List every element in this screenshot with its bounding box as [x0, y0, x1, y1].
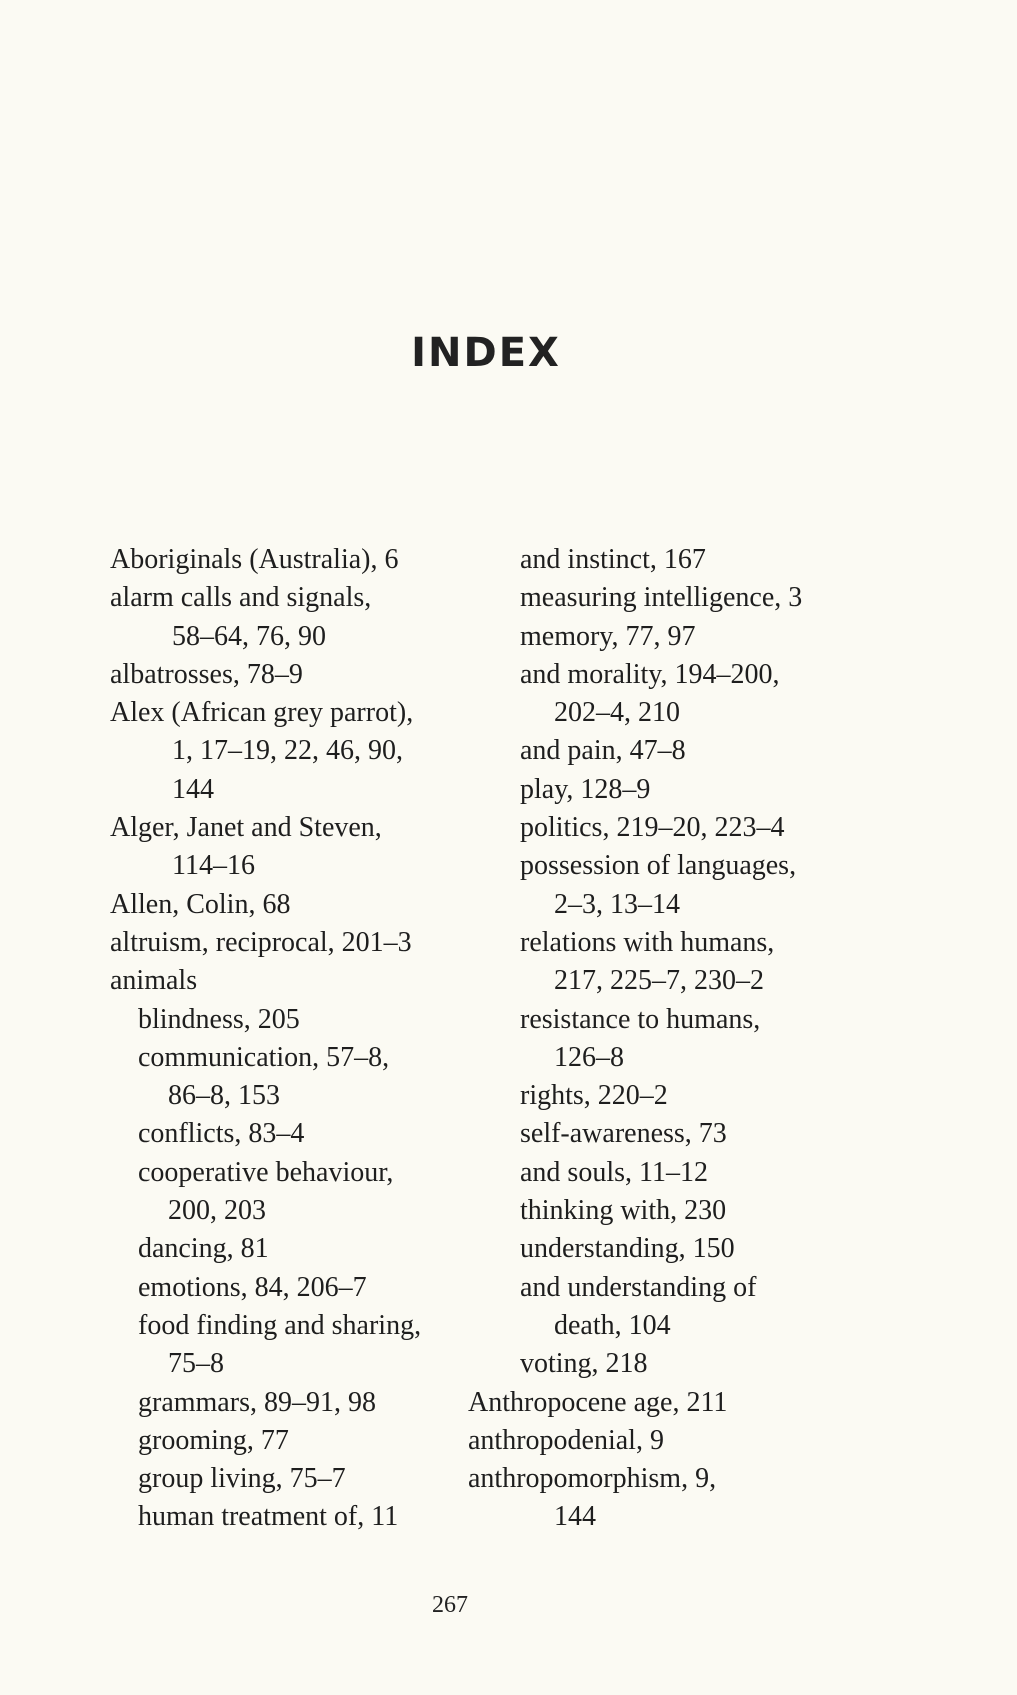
index-entry-heading: group living, 75–7: [138, 1463, 346, 1495]
index-entry-heading: anthropomorphism, 9,: [468, 1463, 717, 1495]
index-entry: [468, 1422, 940, 1460]
index-entry: [520, 847, 940, 924]
index-entry: [110, 809, 530, 886]
index-entry-heading: and pain, 47–8: [520, 735, 686, 767]
index-entry-heading: Allen, Colin, 68: [110, 888, 291, 920]
page-number: 267: [432, 1592, 468, 1618]
index-entry-heading: memory, 77, 97: [520, 620, 696, 652]
index-entry: [520, 656, 940, 733]
index-entry-heading: thinking with, 230: [520, 1195, 727, 1227]
index-column-left: [110, 541, 530, 1537]
index-entry-heading: emotions, 84, 206–7: [138, 1271, 367, 1303]
index-entry-heading: human treatment of, 11: [138, 1501, 399, 1533]
index-entry: [520, 579, 940, 617]
index-entry: [520, 809, 940, 847]
index-entry: [110, 1498, 530, 1536]
index-entry: [110, 1154, 530, 1231]
index-entry: [520, 1115, 940, 1153]
index-entry-heading: understanding, 150: [520, 1233, 735, 1265]
index-entry-continuation: 114–16: [172, 850, 255, 882]
index-entry-continuation: 1, 17–19, 22, 46, 90,: [172, 735, 403, 767]
index-entry: [520, 924, 940, 1001]
index-entry-continuation: 75–8: [168, 1348, 224, 1380]
index-entry: [520, 732, 940, 770]
index-entry: [110, 1039, 530, 1116]
index-entry-heading: Alex (African grey parrot),: [110, 697, 414, 729]
index-entry: [110, 1460, 530, 1498]
index-entry-heading: anthropodenial, 9: [468, 1424, 664, 1456]
index-entry-continuation: 86–8, 153: [168, 1080, 280, 1112]
index-entry-heading: conflicts, 83–4: [138, 1118, 305, 1150]
index-entry-heading: measuring intelligence, 3: [520, 582, 803, 614]
index-entry: [110, 541, 530, 579]
index-entry-continuation: 58–64, 76, 90: [172, 620, 326, 652]
index-entry: [110, 1422, 530, 1460]
index-entry: [468, 1460, 940, 1537]
index-entry-heading: politics, 219–20, 223–4: [520, 812, 785, 844]
index-entry-heading: food finding and sharing,: [138, 1309, 422, 1341]
index-entry-heading: blindness, 205: [138, 1003, 300, 1035]
index-entry-continuation: 202–4, 210: [554, 697, 680, 729]
index-entry: [520, 1154, 940, 1192]
index-entry-heading: and understanding of: [520, 1271, 757, 1303]
index-entry: [110, 1001, 530, 1039]
index-entry: [110, 1384, 530, 1422]
index-entry: [110, 1115, 530, 1153]
index-entry: [520, 1077, 940, 1115]
index-entry: [520, 618, 940, 656]
index-entry: [520, 771, 940, 809]
index-entry: [110, 886, 530, 924]
index-entry-heading: animals: [110, 965, 198, 997]
index-entry-continuation: 200, 203: [168, 1195, 266, 1227]
index-entry: [520, 1269, 940, 1346]
index-entry-heading: self-awareness, 73: [520, 1118, 727, 1150]
index-entry: [110, 579, 530, 656]
index-entry: [520, 1230, 940, 1268]
index-entry-continuation: death, 104: [554, 1309, 671, 1341]
index-entry-heading: resistance to humans,: [520, 1003, 761, 1035]
index-entry-heading: play, 128–9: [520, 773, 651, 805]
index-entry-heading: rights, 220–2: [520, 1080, 668, 1112]
page-title: INDEX: [411, 330, 561, 376]
index-entry: [110, 962, 530, 1000]
index-entry: [520, 1001, 940, 1078]
index-entry: [110, 656, 530, 694]
index-entry: [520, 1345, 940, 1383]
index-entry-heading: Aboriginals (Australia), 6: [110, 544, 399, 575]
index-entry-heading: albatrosses, 78–9: [110, 658, 303, 690]
index-entry-heading: possession of languages,: [520, 850, 797, 882]
index-entry-heading: altruism, reciprocal, 201–3: [110, 926, 412, 958]
index-entry-heading: grammars, 89–91, 98: [138, 1386, 376, 1418]
index-entry: [520, 541, 940, 579]
index-entry: [110, 694, 530, 809]
index-entry-heading: Alger, Janet and Steven,: [110, 812, 382, 844]
index-entry-heading: dancing, 81: [138, 1233, 269, 1265]
index-column-right: [468, 541, 940, 1537]
index-entry: [110, 1230, 530, 1268]
index-entry: [110, 924, 530, 962]
index-entry-continuation: 144: [554, 1501, 596, 1533]
index-entry-continuation: 217, 225–7, 230–2: [554, 965, 764, 997]
index-entry-heading: alarm calls and signals,: [110, 582, 372, 614]
index-entry-heading: relations with humans,: [520, 926, 775, 958]
index-entry-heading: cooperative behaviour,: [138, 1156, 394, 1188]
index-entry-heading: communication, 57–8,: [138, 1041, 390, 1073]
index-entry-heading: and morality, 194–200,: [520, 658, 780, 690]
index-entry-continuation: 2–3, 13–14: [554, 888, 680, 920]
index-entry-heading: voting, 218: [520, 1348, 648, 1380]
index-entry: [520, 1192, 940, 1230]
index-entry-continuation: 126–8: [554, 1041, 624, 1073]
index-entry-heading: and souls, 11–12: [520, 1156, 708, 1188]
index-entry: [110, 1307, 530, 1384]
index-entry: [110, 1269, 530, 1307]
index-entry-continuation: 144: [172, 773, 214, 805]
index-entry: [468, 1384, 940, 1422]
index-entry-heading: and instinct, 167: [520, 544, 706, 575]
index-entry-heading: grooming, 77: [138, 1424, 289, 1456]
index-entry-heading: Anthropocene age, 211: [468, 1386, 728, 1418]
